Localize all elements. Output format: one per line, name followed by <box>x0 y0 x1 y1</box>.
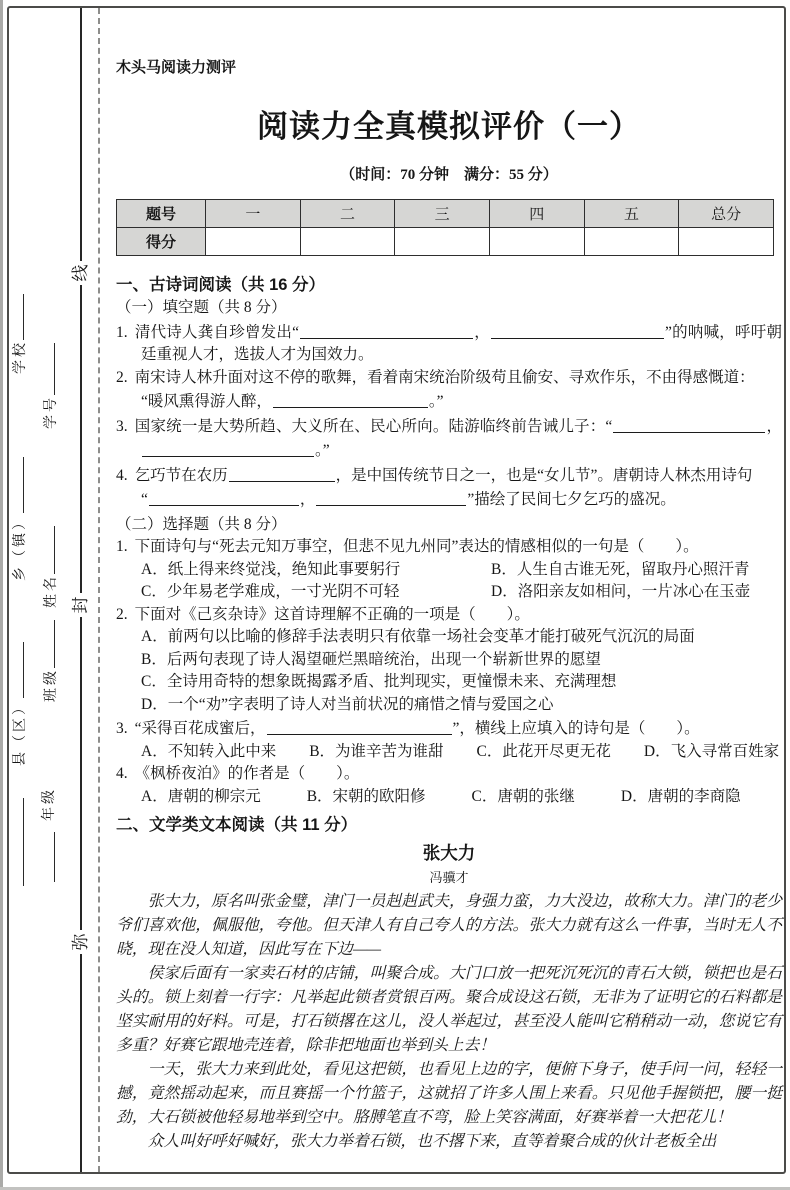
question-text: 清代诗人龚自珍曾发出“ <box>134 323 300 341</box>
question-number: 4. <box>116 466 128 484</box>
seal-field-学校 <box>10 286 28 374</box>
seal-char-线: 线 <box>69 261 93 285</box>
passage-paragraph: 一天，张大力来到此处，看见这把锁，也看见上边的字，便俯下身子，使手问一问，轻轻一撼，竟然摇动起来，而且赛摇一个竹篮子，这就招了许多人围上来看。只见他手握锁把，腰一挺劲，大石锁被他轻易地举到空中。胳膊笔直不弯，脸上笑容满面，好赛举着一大把花儿！ <box>116 1061 782 1126</box>
passage-body <box>116 890 782 1154</box>
brand-text: 木头马阅读力测评 <box>116 59 237 76</box>
seal-write-in-line[interactable] <box>10 642 24 698</box>
choice-option: D．飞入寻常百姓家 <box>643 742 780 760</box>
choice-option: D．唐朝的李商隐 <box>620 787 741 805</box>
choice-option: A．不知转入此中来 <box>141 742 277 760</box>
fill-questions <box>116 320 782 512</box>
fill-question <box>116 463 782 512</box>
choice-option: D．一个“劝”字表明了诗人对当前状况的痛惜之情与爱国之心 <box>141 695 554 713</box>
question-text: 。” <box>315 442 330 459</box>
seal-field-姓名 <box>41 518 59 608</box>
score-input-cell[interactable] <box>584 228 679 256</box>
section2-heading: 二、文学类文本阅读（共 11 分） <box>116 816 358 834</box>
seal-write-in-line[interactable] <box>41 620 55 668</box>
score-input-cell[interactable] <box>206 228 301 256</box>
question-number: 2. <box>116 605 128 623</box>
score-input-cell[interactable] <box>489 228 584 256</box>
choice-option: C．全诗用奇特的想象既揭露矛盾、批判现实，更憧憬未来、充满理想 <box>141 673 617 690</box>
choice-option: D．洛阳亲友如相问，一片冰心在玉壶 <box>491 583 751 600</box>
choice-question <box>116 604 782 717</box>
choice-option: B．为谁辛苦为谁甜 <box>309 742 444 760</box>
score-header-cell: 三 <box>395 200 490 228</box>
score-row-label: 得分 <box>117 228 206 256</box>
seal-field-学号 <box>41 335 59 429</box>
choice-question <box>116 716 782 763</box>
answer-blank[interactable] <box>300 322 473 339</box>
choice-question-stem <box>116 604 782 627</box>
sub2-heading: （二）选择题（共 8 分） <box>116 515 287 533</box>
choice-option: A．纸上得来终觉浅，绝知此事要躬行 <box>141 560 401 578</box>
seal-field-乡（镇） <box>10 449 28 581</box>
question-number: 2. <box>116 368 128 386</box>
choice-option: B．宋朝的欧阳修 <box>306 787 426 805</box>
exam-subtitle: （时间：70 分钟 满分：55 分） <box>340 167 558 183</box>
fill-question <box>116 320 782 367</box>
answer-blank[interactable] <box>142 440 314 457</box>
choice-option: B．后两句表现了诗人渴望砸烂黑暗统治，出现一个崭新世界的愿望 <box>141 650 601 668</box>
score-header-cell: 二 <box>300 200 395 228</box>
seal-solid-line <box>80 8 82 1172</box>
score-value-row <box>117 228 774 256</box>
question-text: “暖风熏得游人醉， <box>141 393 272 410</box>
answer-blank[interactable] <box>273 391 428 408</box>
question-number: 1. <box>116 323 128 341</box>
choice-option: C．少年易老学难成，一寸光阴不可轻 <box>141 583 400 600</box>
question-text: 《枫桥夜泊》的作者是（ ）。 <box>134 765 360 782</box>
seal-field-label: 姓名 <box>44 574 59 608</box>
score-header-row <box>117 200 774 228</box>
question-text: ”的呐喊，呼吁朝廷重视人才，选拔人才为国效力。 <box>141 323 782 363</box>
question-text: ”，横线上应填入的诗句是（ ）。 <box>452 720 700 737</box>
answer-blank[interactable] <box>229 465 335 482</box>
answer-blank[interactable] <box>613 416 765 433</box>
score-header-cell: 四 <box>489 200 584 228</box>
score-header-cell: 一 <box>206 200 301 228</box>
seal-field-label: 县（区） <box>13 698 28 766</box>
section1-heading: 一、古诗词阅读（共 16 分） <box>116 276 326 294</box>
question-text: 国家统一是大势所趋、大义所在、民心所向。陆游临终前告诫儿子：“ <box>134 417 613 435</box>
seal-write-in-line[interactable] <box>41 832 55 882</box>
fill-question <box>116 414 782 463</box>
score-header-cell: 题号 <box>117 200 206 228</box>
seal-field-label: 学校 <box>13 340 28 374</box>
seal-bare-line <box>41 824 59 882</box>
question-number: 3. <box>116 720 128 737</box>
question-text: “ <box>141 491 148 508</box>
seal-field-label: 年级 <box>42 787 57 821</box>
question-text: “采得百花成蜜后， <box>134 720 266 737</box>
answer-blank[interactable] <box>316 489 466 506</box>
seal-write-in-line[interactable] <box>10 798 24 886</box>
passage-paragraph: 张大力，原名叫张金璧，津门一员赳赳武夫，身强力蛮，力大没边，故称大力。津门的老少爷们喜欢他，佩服他，夸他。但天津人有自己夸人的方法。张大力就有这么一件事，当时无人不晓，现在没人知道，因此写在下边—— <box>116 893 782 958</box>
question-text: ， <box>474 323 490 341</box>
seal-field-班级 <box>41 612 59 702</box>
score-header-cell: 总分 <box>679 200 774 228</box>
sub1-heading: （一）填空题（共 8 分） <box>116 299 287 316</box>
score-input-cell[interactable] <box>300 228 395 256</box>
seal-field-年级 <box>41 779 59 821</box>
question-number: 1. <box>116 538 128 555</box>
choice-question-stem <box>116 536 782 559</box>
passage-author: 冯骥才 <box>429 870 469 885</box>
seal-char-弥: 弥 <box>69 930 93 954</box>
seal-field-label: 学号 <box>44 395 59 429</box>
choice-options <box>116 559 782 604</box>
answer-blank[interactable] <box>267 718 452 735</box>
answer-blank[interactable] <box>149 489 299 506</box>
seal-dashed-line <box>98 8 100 1172</box>
question-text: ， <box>299 491 316 508</box>
exam-content <box>116 56 782 1154</box>
score-table-body <box>117 200 774 256</box>
choice-question <box>116 763 782 808</box>
choice-option: C．此花开尽更无花 <box>476 742 611 760</box>
score-input-cell[interactable] <box>679 228 774 256</box>
question-text: 南宋诗人林升面对这不停的歌舞，看着南宋统治阶级苟且偷安、寻欢作乐，不由得感慨道： <box>134 368 755 386</box>
seal-field-县（区） <box>10 634 28 766</box>
seal-write-in-line[interactable] <box>41 343 55 395</box>
seal-write-in-line[interactable] <box>10 294 24 340</box>
choice-option: A．前两句以比喻的修辞手法表明只有依靠一场社会变革才能打破死气沉沉的局面 <box>141 628 695 645</box>
question-text: 下面诗句与“死去元知万事空，但悲不见九州同”表达的情感相似的一句是（ ）。 <box>134 538 699 555</box>
seal-bare-line <box>10 790 28 886</box>
question-text: 下面对《己亥杂诗》这首诗理解不正确的一项是（ ）。 <box>134 605 530 623</box>
choice-option: B．人生自古谁无死，留取丹心照汗青 <box>491 560 750 578</box>
seal-field-label: 乡（镇） <box>13 513 28 581</box>
question-number: 4. <box>116 765 128 782</box>
choice-options <box>116 786 782 809</box>
choice-question-stem <box>116 716 782 741</box>
passage-paragraph: 侯家后面有一家卖石材的店铺，叫聚合成。大门口放一把死沉死沉的青石大锁，锁把也是石头的。锁上刻着一行字：凡举起此锁者赏银百两。聚合成设这石锁，无非为了证明它的石料都是坚实耐用的好料。可是，打石锁撂在这儿，没人举起过，甚至没人能叫它稍稍动一动，您说它有多重？好赛它跟地壳连着，除非把地面也举到头上去！ <box>116 965 782 1054</box>
choice-option: A．唐朝的柳宗元 <box>141 787 261 805</box>
passage-title: 张大力 <box>422 843 476 863</box>
passage-paragraph: 众人叫好呼好喊好，张大力举着石锁，也不撂下来，直等着聚合成的伙计老板全出 <box>147 1133 717 1150</box>
choice-option: C．唐朝的张继 <box>471 787 575 805</box>
seal-field-label: 班级 <box>44 668 59 702</box>
question-text: 。” <box>428 393 444 410</box>
choice-questions <box>116 536 782 808</box>
seal-write-in-line[interactable] <box>41 526 55 574</box>
question-text: 乞巧节在农历 <box>134 466 228 484</box>
fill-question <box>116 367 782 414</box>
question-number: 3. <box>116 417 128 435</box>
answer-blank[interactable] <box>491 322 664 339</box>
choice-question <box>116 536 782 604</box>
seal-char-封: 封 <box>69 593 93 617</box>
seal-margin <box>0 0 112 1190</box>
score-input-cell[interactable] <box>395 228 490 256</box>
question-text: ，是中国传统节日之一，也是“女儿节”。唐朝诗人林杰用诗句 <box>335 466 753 484</box>
seal-write-in-line[interactable] <box>10 457 24 513</box>
question-text: ， <box>766 417 782 435</box>
exam-title: 阅读力全真模拟评价（一） <box>257 109 641 144</box>
choice-question-stem <box>116 763 782 786</box>
question-text: ”描绘了民间七夕乞巧的盛况。 <box>467 491 676 508</box>
score-table <box>116 199 774 256</box>
choice-options <box>116 741 782 764</box>
score-header-cell: 五 <box>584 200 679 228</box>
